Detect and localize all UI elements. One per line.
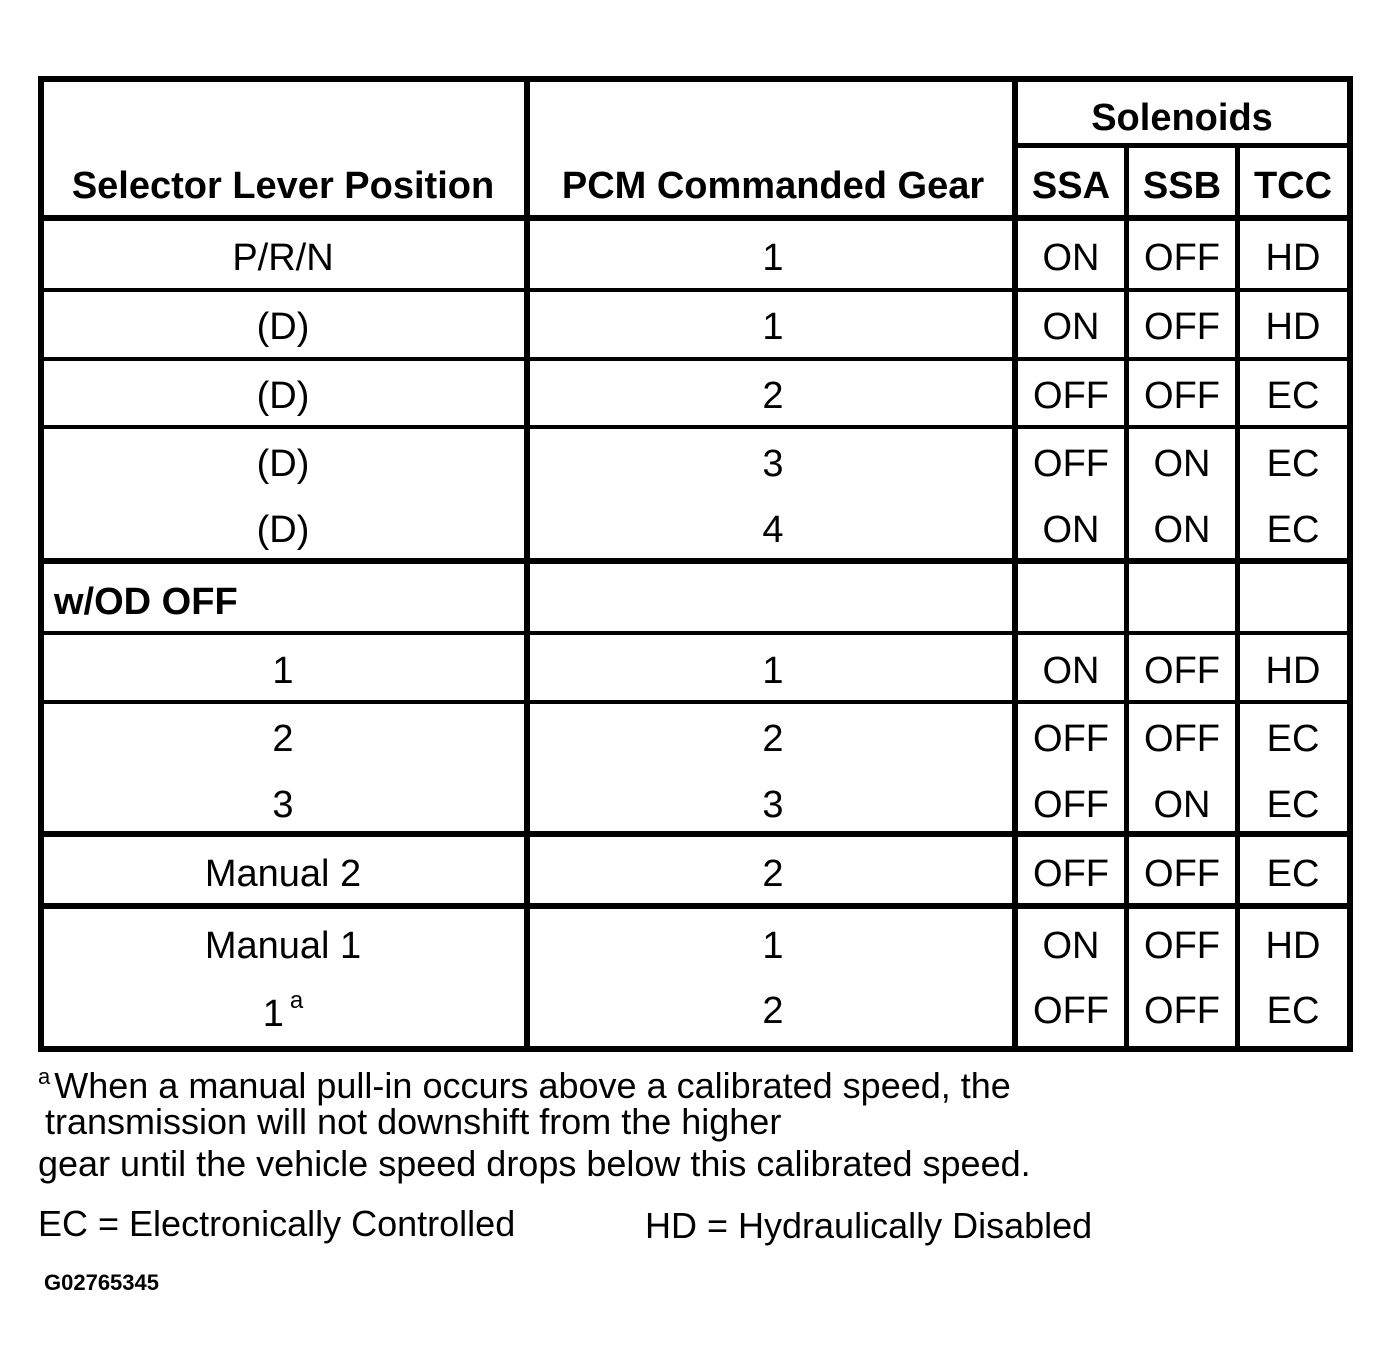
cell-selector: 3 <box>272 784 294 826</box>
cell-ssb: OFF <box>1144 990 1220 1032</box>
cell-ssb: ON <box>1153 443 1211 485</box>
cell-ssb: OFF <box>1144 375 1220 417</box>
footnote-marker: a <box>289 987 304 1014</box>
cell-selector: Manual 2 <box>204 853 362 895</box>
header-tcc: TCC <box>1253 165 1333 207</box>
header-ssa: SSA <box>1031 165 1111 207</box>
cell-gear: 2 <box>762 718 784 760</box>
cell-ssa: OFF <box>1033 784 1109 826</box>
header-solenoids: Solenoids <box>1091 97 1273 139</box>
column-divider <box>1235 145 1240 1052</box>
cell-tcc: HD <box>1265 925 1321 967</box>
header-selector-lever-position: Selector Lever Position <box>71 165 495 207</box>
cell-gear: 2 <box>762 990 784 1032</box>
cell-tcc: EC <box>1266 718 1320 760</box>
cell-ssb: ON <box>1153 784 1211 826</box>
cell-ssb: OFF <box>1144 237 1220 279</box>
cell-tcc: EC <box>1266 990 1320 1032</box>
cell-gear: 1 <box>762 306 784 348</box>
cell-selector: (D) <box>256 509 310 551</box>
solenoids-header-rule <box>1012 143 1353 148</box>
cell-gear: 1 <box>762 925 784 967</box>
cell-gear: 2 <box>762 853 784 895</box>
group-rule <box>38 903 1353 909</box>
cell-ssa: OFF <box>1033 443 1109 485</box>
cell-ssa: ON <box>1042 925 1100 967</box>
cell-ssa: ON <box>1042 306 1100 348</box>
cell-ssb: OFF <box>1144 306 1220 348</box>
cell-gear: 1 <box>762 650 784 692</box>
cell-tcc: HD <box>1265 650 1321 692</box>
group-rule <box>38 831 1353 837</box>
row-rule <box>38 425 1353 429</box>
cell-selector: P/R/N <box>232 237 334 279</box>
cell-tcc: EC <box>1266 443 1320 485</box>
cell-gear: 2 <box>762 375 784 417</box>
cell-tcc: EC <box>1266 784 1320 826</box>
figure-id: G02765345 <box>44 1270 159 1295</box>
section-label-wod-off: w/OD OFF <box>54 581 238 623</box>
cell-ssb: OFF <box>1144 718 1220 760</box>
ec-legend: EC = Electronically Controlled <box>38 1203 516 1244</box>
row-rule <box>38 631 1353 635</box>
cell-tcc: HD <box>1265 237 1321 279</box>
cell-ssa: ON <box>1042 237 1100 279</box>
hd-legend: HD = Hydraulically Disabled <box>645 1205 1093 1246</box>
table-border-bottom <box>38 1046 1353 1052</box>
cell-ssb: OFF <box>1144 853 1220 895</box>
cell-ssa: ON <box>1042 650 1100 692</box>
footnote-line-1: $^a$ When a manual pull-in occurs above a calibrated speed, the <box>38 1064 1011 1106</box>
cell-tcc: EC <box>1266 853 1320 895</box>
cell-selector: 1 <box>272 650 294 692</box>
table-border-top <box>38 76 1353 82</box>
column-divider <box>1124 145 1129 1052</box>
cell-selector: Manual 1 <box>204 925 362 967</box>
cell-selector: 2 <box>272 718 294 760</box>
header-bottom-rule <box>38 215 1353 221</box>
cell-ssb: OFF <box>1144 650 1220 692</box>
header-pcm-commanded-gear: PCM Commanded Gear <box>561 165 985 207</box>
cell-selector: 1 $^a$ <box>262 987 304 1035</box>
row-rule <box>38 357 1353 361</box>
cell-tcc: EC <box>1266 375 1320 417</box>
cell-ssa: ON <box>1042 509 1100 551</box>
cell-ssb: ON <box>1153 509 1211 551</box>
cell-selector: (D) <box>256 375 310 417</box>
row-rule <box>38 700 1353 704</box>
cell-selector: (D) <box>256 306 310 348</box>
header-ssb: SSB <box>1142 165 1222 207</box>
cell-tcc: HD <box>1265 306 1321 348</box>
cell-selector: (D) <box>256 443 310 485</box>
cell-gear: 4 <box>762 509 784 551</box>
group-rule <box>38 558 1353 564</box>
cell-gear: 1 <box>762 237 784 279</box>
cell-ssa: OFF <box>1033 990 1109 1032</box>
footnote-line-3: gear until the vehicle speed drops below this calibrated speed. <box>38 1143 1031 1184</box>
cell-ssa: OFF <box>1033 853 1109 895</box>
cell-ssb: OFF <box>1144 925 1220 967</box>
cell-tcc: EC <box>1266 509 1320 551</box>
cell-gear: 3 <box>762 784 784 826</box>
cell-ssa: OFF <box>1033 718 1109 760</box>
cell-gear: 3 <box>762 443 784 485</box>
footnote-line-2: transmission will not downshift from the higher <box>45 1101 782 1142</box>
row-rule <box>38 288 1353 292</box>
cell-ssa: OFF <box>1033 375 1109 417</box>
